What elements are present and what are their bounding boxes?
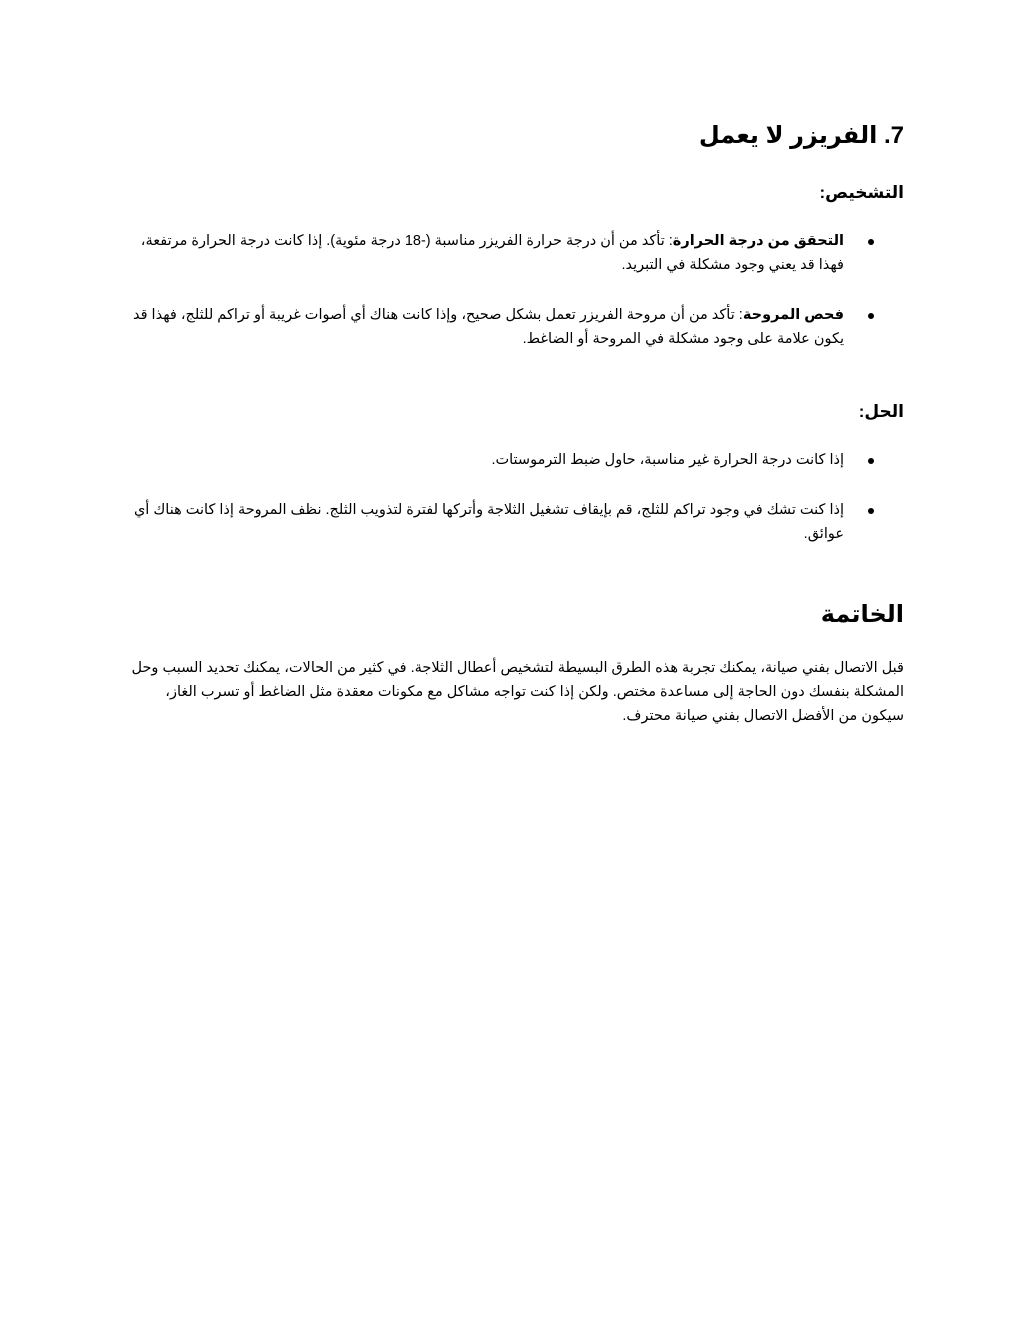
bullet-icon xyxy=(868,508,874,514)
diagnosis-heading: التشخيص: xyxy=(819,183,904,202)
solution-item-text: إذا كنت تشك في وجود تراكم للثلج، قم بإيقاف تشغيل الثلاجة وأتركها لفترة لتذويب الثلج. نظف المروحة إذا كانت هناك أي عوائق. xyxy=(133,502,844,542)
bullet-icon xyxy=(868,313,874,319)
solution-heading: الحل: xyxy=(858,402,904,421)
solution-list xyxy=(120,448,904,546)
solution-item-thermostat xyxy=(120,448,904,472)
diagnosis-item-text: : تأكد من أن مروحة الفريزر تعمل بشكل صحيح، وإذا كانت هناك أي أصوات غريبة أو تراكم للثلج، فهذا قد يكون علامة على وجود مشكلة في المروحة أو الضاغط. xyxy=(132,307,844,347)
solution-item-defrost xyxy=(120,498,904,546)
diagnosis-item-text: : تأكد من أن درجة حرارة الفريزر مناسبة (-18 درجة مئوية). إذا كانت درجة الحرارة مرتفعة، فهذا قد يعني وجود مشكلة في التبريد. xyxy=(140,233,844,273)
bullet-icon xyxy=(868,458,874,464)
bullet-icon xyxy=(868,239,874,245)
diagnosis-list xyxy=(120,229,904,351)
conclusion-paragraph: قبل الاتصال بفني صيانة، يمكنك تجربة هذه الطرق البسيطة لتشخيص أعطال الثلاجة. في كثير من الحالات، يمكنك تحديد السبب وحل المشكلة بنفسك دون الحاجة إلى مساعدة مختص. ولكن إذا كنت تواجه مشاكل مع مكونات معقدة مثل الضاغط أو تسرب الغاز، سيكون من الأفضل الاتصال بفني صيانة محترف. xyxy=(131,660,904,724)
diagnosis-item-temperature xyxy=(120,229,904,277)
diagnosis-item-label: فحص المروحة xyxy=(742,307,844,323)
diagnosis-item-fan xyxy=(120,303,904,351)
section-title-conclusion: الخاتمة xyxy=(820,601,904,628)
section-title-freezer: 7. الفريزر لا يعمل xyxy=(698,122,904,149)
diagnosis-item-label: التحقق من درجة الحرارة xyxy=(672,233,844,249)
solution-item-text: إذا كانت درجة الحرارة غير مناسبة، حاول ضبط الترموستات. xyxy=(491,452,844,468)
